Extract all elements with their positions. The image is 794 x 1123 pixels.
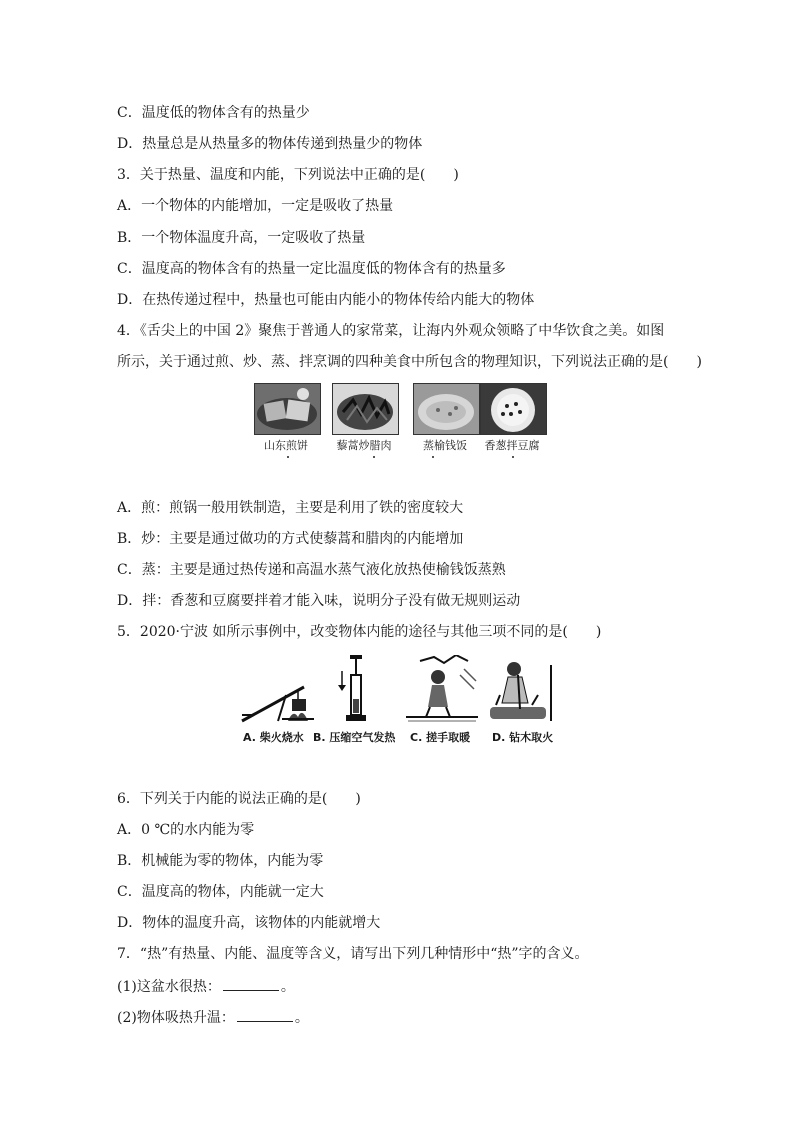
q7-part1 [117, 976, 295, 997]
q7-part2-label: (2)物体吸热升温： [117, 1010, 235, 1026]
q3-option-c: C．温度高的物体含有的热量一定比温度低的物体含有的热量多 [117, 261, 506, 277]
q4-option-c: C．蒸：主要是通过热传递和高温水蒸气液化放热使榆钱饭蒸熟 [117, 562, 506, 578]
q4-stem-line1: 4．《舌尖上的中国 2》聚焦于普通人的家常菜，让海内外观众领略了中华饮食之美。如图 [117, 323, 665, 339]
q3-option-a: A．一个物体的内能增加，一定是吸收了热量 [117, 198, 394, 214]
figure-caption: B. 压缩空气发热 [313, 731, 396, 744]
figure-caption: D. 钻木取火 [492, 731, 554, 744]
q6-option-b: B．机械能为零的物体，内能为零 [117, 853, 324, 869]
emphasis-dot [432, 456, 434, 458]
q5-figure [238, 655, 558, 725]
food-photo-yuqian [413, 383, 480, 435]
period: 。 [280, 979, 295, 995]
rubbing-hands-illustration [406, 655, 478, 721]
q4-option-a: A．煎：煎锅一般用铁制造，主要是利用了铁的密度较大 [117, 500, 464, 516]
food-photo-liuhao [332, 383, 399, 435]
period: 。 [294, 1010, 309, 1026]
food-photo-doufu [480, 383, 547, 435]
figure-caption: A. 柴火烧水 [243, 731, 304, 744]
q4-option-b: B．炒：主要是通过做功的方式使藜蒿和腊肉的内能增加 [117, 531, 464, 547]
food-caption: 藜蒿炒腊肉 [336, 439, 392, 452]
q4-stem-line2: 所示，关于通过煎、炒、蒸、拌烹调的四种美食中所包含的物理知识，下列说法正确的是( ) [117, 354, 702, 370]
q7-part2 [117, 1007, 309, 1028]
q3-option-b: B．一个物体温度升高，一定吸收了热量 [117, 230, 366, 246]
food-caption: 香葱拌豆腐 [484, 439, 540, 452]
q6-stem: 6．下列关于内能的说法正确的是( ) [117, 791, 361, 807]
q3-option-d: D．在热传递过程中，热量也可能由内能小的物体传给内能大的物体 [117, 292, 535, 308]
q7-stem: 7．“热”有热量、内能、温度等含义，请写出下列几种情形中“热”字的含义。 [117, 946, 589, 962]
emphasis-dot [373, 456, 375, 458]
food-caption: 山东煎饼 [264, 439, 308, 452]
air-compression-illustration [338, 655, 366, 721]
q6-option-a: A．0 ℃的水内能为零 [117, 822, 255, 838]
q2-option-c: C．温度低的物体含有的热量少 [117, 105, 310, 121]
food-photo-jianbing [254, 383, 321, 435]
answer-blank[interactable] [223, 976, 279, 991]
emphasis-dot [287, 456, 289, 458]
figure-caption: C. 搓手取暖 [410, 731, 471, 744]
drilling-wood-illustration [490, 662, 551, 721]
emphasis-dot [512, 456, 514, 458]
q4-option-d: D．拌：香葱和豆腐要拌着才能入味，说明分子没有做无规则运动 [117, 593, 521, 609]
q5-stem: 5．2020·宁波 如所示事例中，改变物体内能的途径与其他三项不同的是( ) [117, 624, 602, 640]
q6-option-c: C．温度高的物体，内能就一定大 [117, 884, 324, 900]
answer-blank[interactable] [237, 1007, 293, 1022]
food-caption: 蒸榆钱饭 [423, 439, 467, 452]
q3-stem: 3．关于热量、温度和内能，下列说法中正确的是( ) [117, 167, 459, 183]
q7-part1-label: (1)这盆水很热： [117, 979, 221, 995]
q2-option-d: D．热量总是从热量多的物体传递到热量少的物体 [117, 136, 423, 152]
q6-option-d: D．物体的温度升高，该物体的内能就增大 [117, 915, 381, 931]
fire-water-illustration [242, 687, 314, 721]
